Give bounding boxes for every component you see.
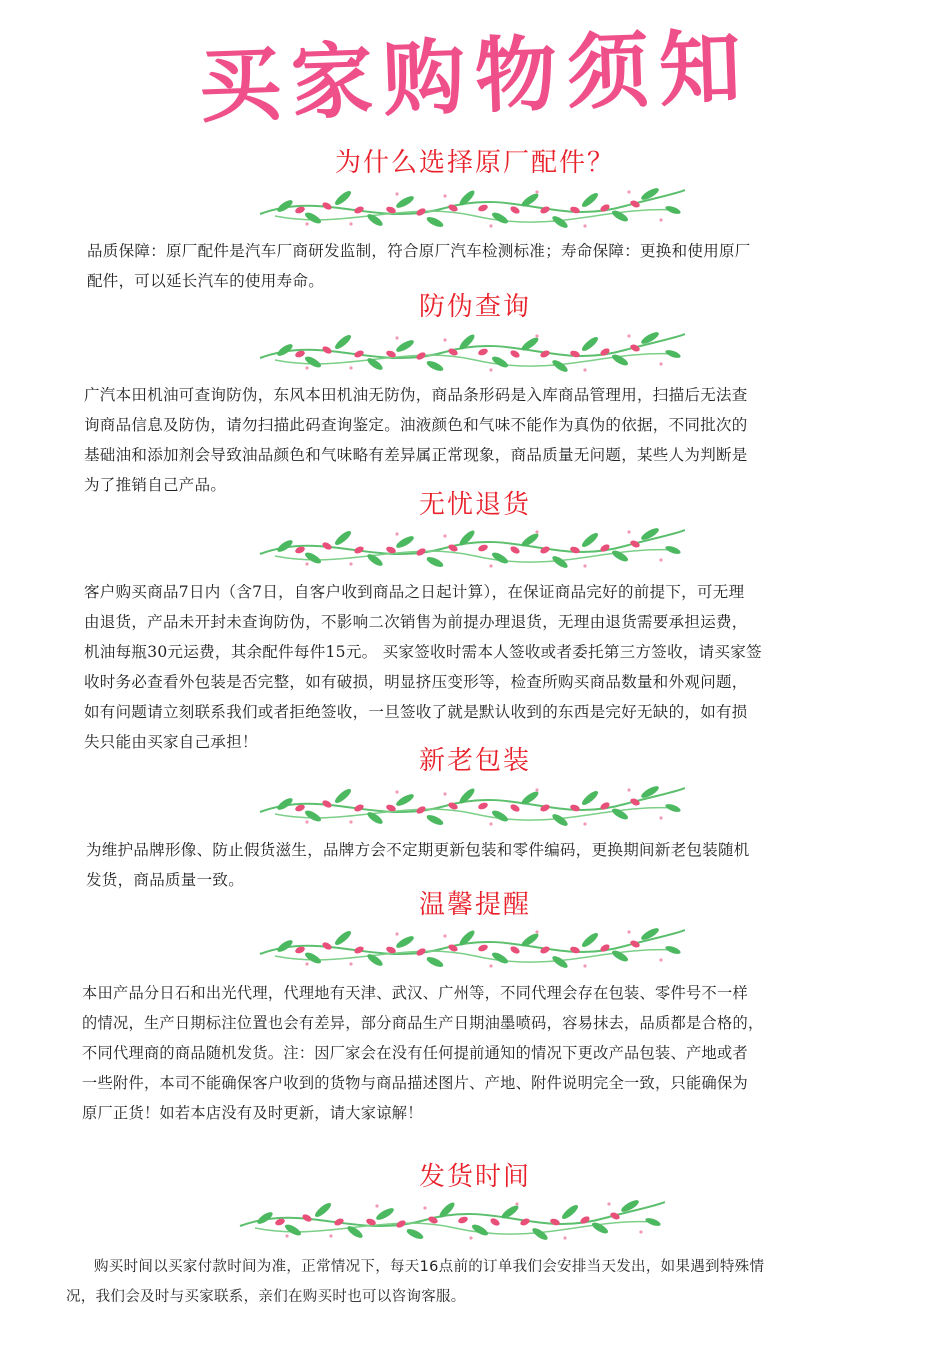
body-line: 失只能由买家自己承担！	[84, 733, 258, 751]
body-line: 广汽本田机油可查询防伪，东风本田机油无防伪，商品条形码是入库商品管理用，扫描后无法查	[84, 386, 748, 404]
vine-divider-icon	[235, 1192, 665, 1244]
body-line: 询商品信息及防伪，请勿扫描此码查询鉴定。油液颜色和气味不能作为真伪的依据，不同批次的	[84, 416, 748, 434]
body-line: 购买时间以买家付款时间为准，正常情况下，每天16点前的订单我们会安排当天发出，如果遇到特殊情	[94, 1259, 765, 1275]
body-line: 一些附件，本司不能确保客户收到的货物与商品描述图片、产地、附件说明完全一致，只能确保为	[82, 1074, 748, 1092]
body-line: 收时务必查看外包装是否完整，如有破损，明显挤压变形等，检查所购买商品数量和外观问题，	[84, 673, 748, 691]
vine-divider-icon	[255, 324, 685, 376]
vine-divider-icon	[255, 180, 685, 232]
section-heading-shipping-time: 发货时间	[418, 1162, 531, 1192]
body-line: 品质保障：原厂配件是汽车厂商研发监制，符合原厂汽车检测标准；寿命保障：更换和使用原厂	[87, 242, 751, 260]
body-line: 客户购买商品7日内（含7日，自客户收到商品之日起计算），在保证商品完好的前提下，可无理	[84, 583, 745, 601]
page-title: 买家购物须知	[197, 20, 753, 135]
vine-divider-icon	[255, 520, 685, 572]
body-line: 基础油和添加剂会导致油品颜色和气味略有差异属正常现象，商品质量无问题，某些人为判断是	[84, 446, 748, 464]
body-line: 配件，可以延长汽车的使用寿命。	[87, 272, 325, 290]
section-body-reminder	[82, 978, 763, 1128]
section-heading-anti-counterfeit: 防伪查询	[418, 292, 531, 322]
section-heading-why-genuine: 为什么选择原厂配件？	[334, 148, 615, 178]
section-heading-returns: 无忧退货	[418, 490, 531, 520]
body-line: 为了推销自己产品。	[84, 476, 227, 494]
body-line: 本田产品分日石和出光代理，代理地有天津、武汉、广州等，不同代理会存在包装、零件号不一样	[82, 984, 748, 1002]
body-line: 原厂正货！如若本店没有及时更新，请大家谅解！	[82, 1104, 423, 1122]
section-body-returns	[84, 577, 762, 757]
body-line: 由退货，产品未开封未查询防伪，不影响二次销售为前提办理退货，无理由退货需要承担运费，	[84, 613, 748, 631]
body-line: 不同代理商的商品随机发货。注：因厂家会在没有任何提前通知的情况下更改产品包装、产地或者	[82, 1044, 748, 1062]
body-line: 的情况，生产日期标注位置也会有差异，部分商品生产日期油墨喷码，容易抹去，品质都是合格的，	[82, 1014, 764, 1032]
vine-divider-icon	[255, 778, 685, 830]
body-line: 机油每瓶30元运费，其余配件每件15元。 买家签收时需本人签收或者委托第三方签收，请买家签	[84, 643, 762, 661]
body-line: 况，我们会及时与买家联系，亲们在购买时也可以咨询客服。	[66, 1289, 466, 1305]
body-line: 发货，商品质量一致。	[86, 871, 245, 889]
body-line: 为维护品牌形像、防止假货滋生，品牌方会不定期更新包装和零件编码，更换期间新老包装随机	[86, 841, 750, 859]
section-heading-reminder: 温馨提醒	[418, 890, 531, 920]
section-body-anti-counterfeit	[84, 380, 748, 500]
section-heading-packaging: 新老包装	[418, 746, 531, 776]
section-body-shipping-time	[66, 1252, 764, 1312]
body-line: 如有问题请立刻联系我们或者拒绝签收，一旦签收了就是默认收到的东西是完好无缺的，如有损	[84, 703, 748, 721]
vine-divider-icon	[255, 920, 685, 972]
